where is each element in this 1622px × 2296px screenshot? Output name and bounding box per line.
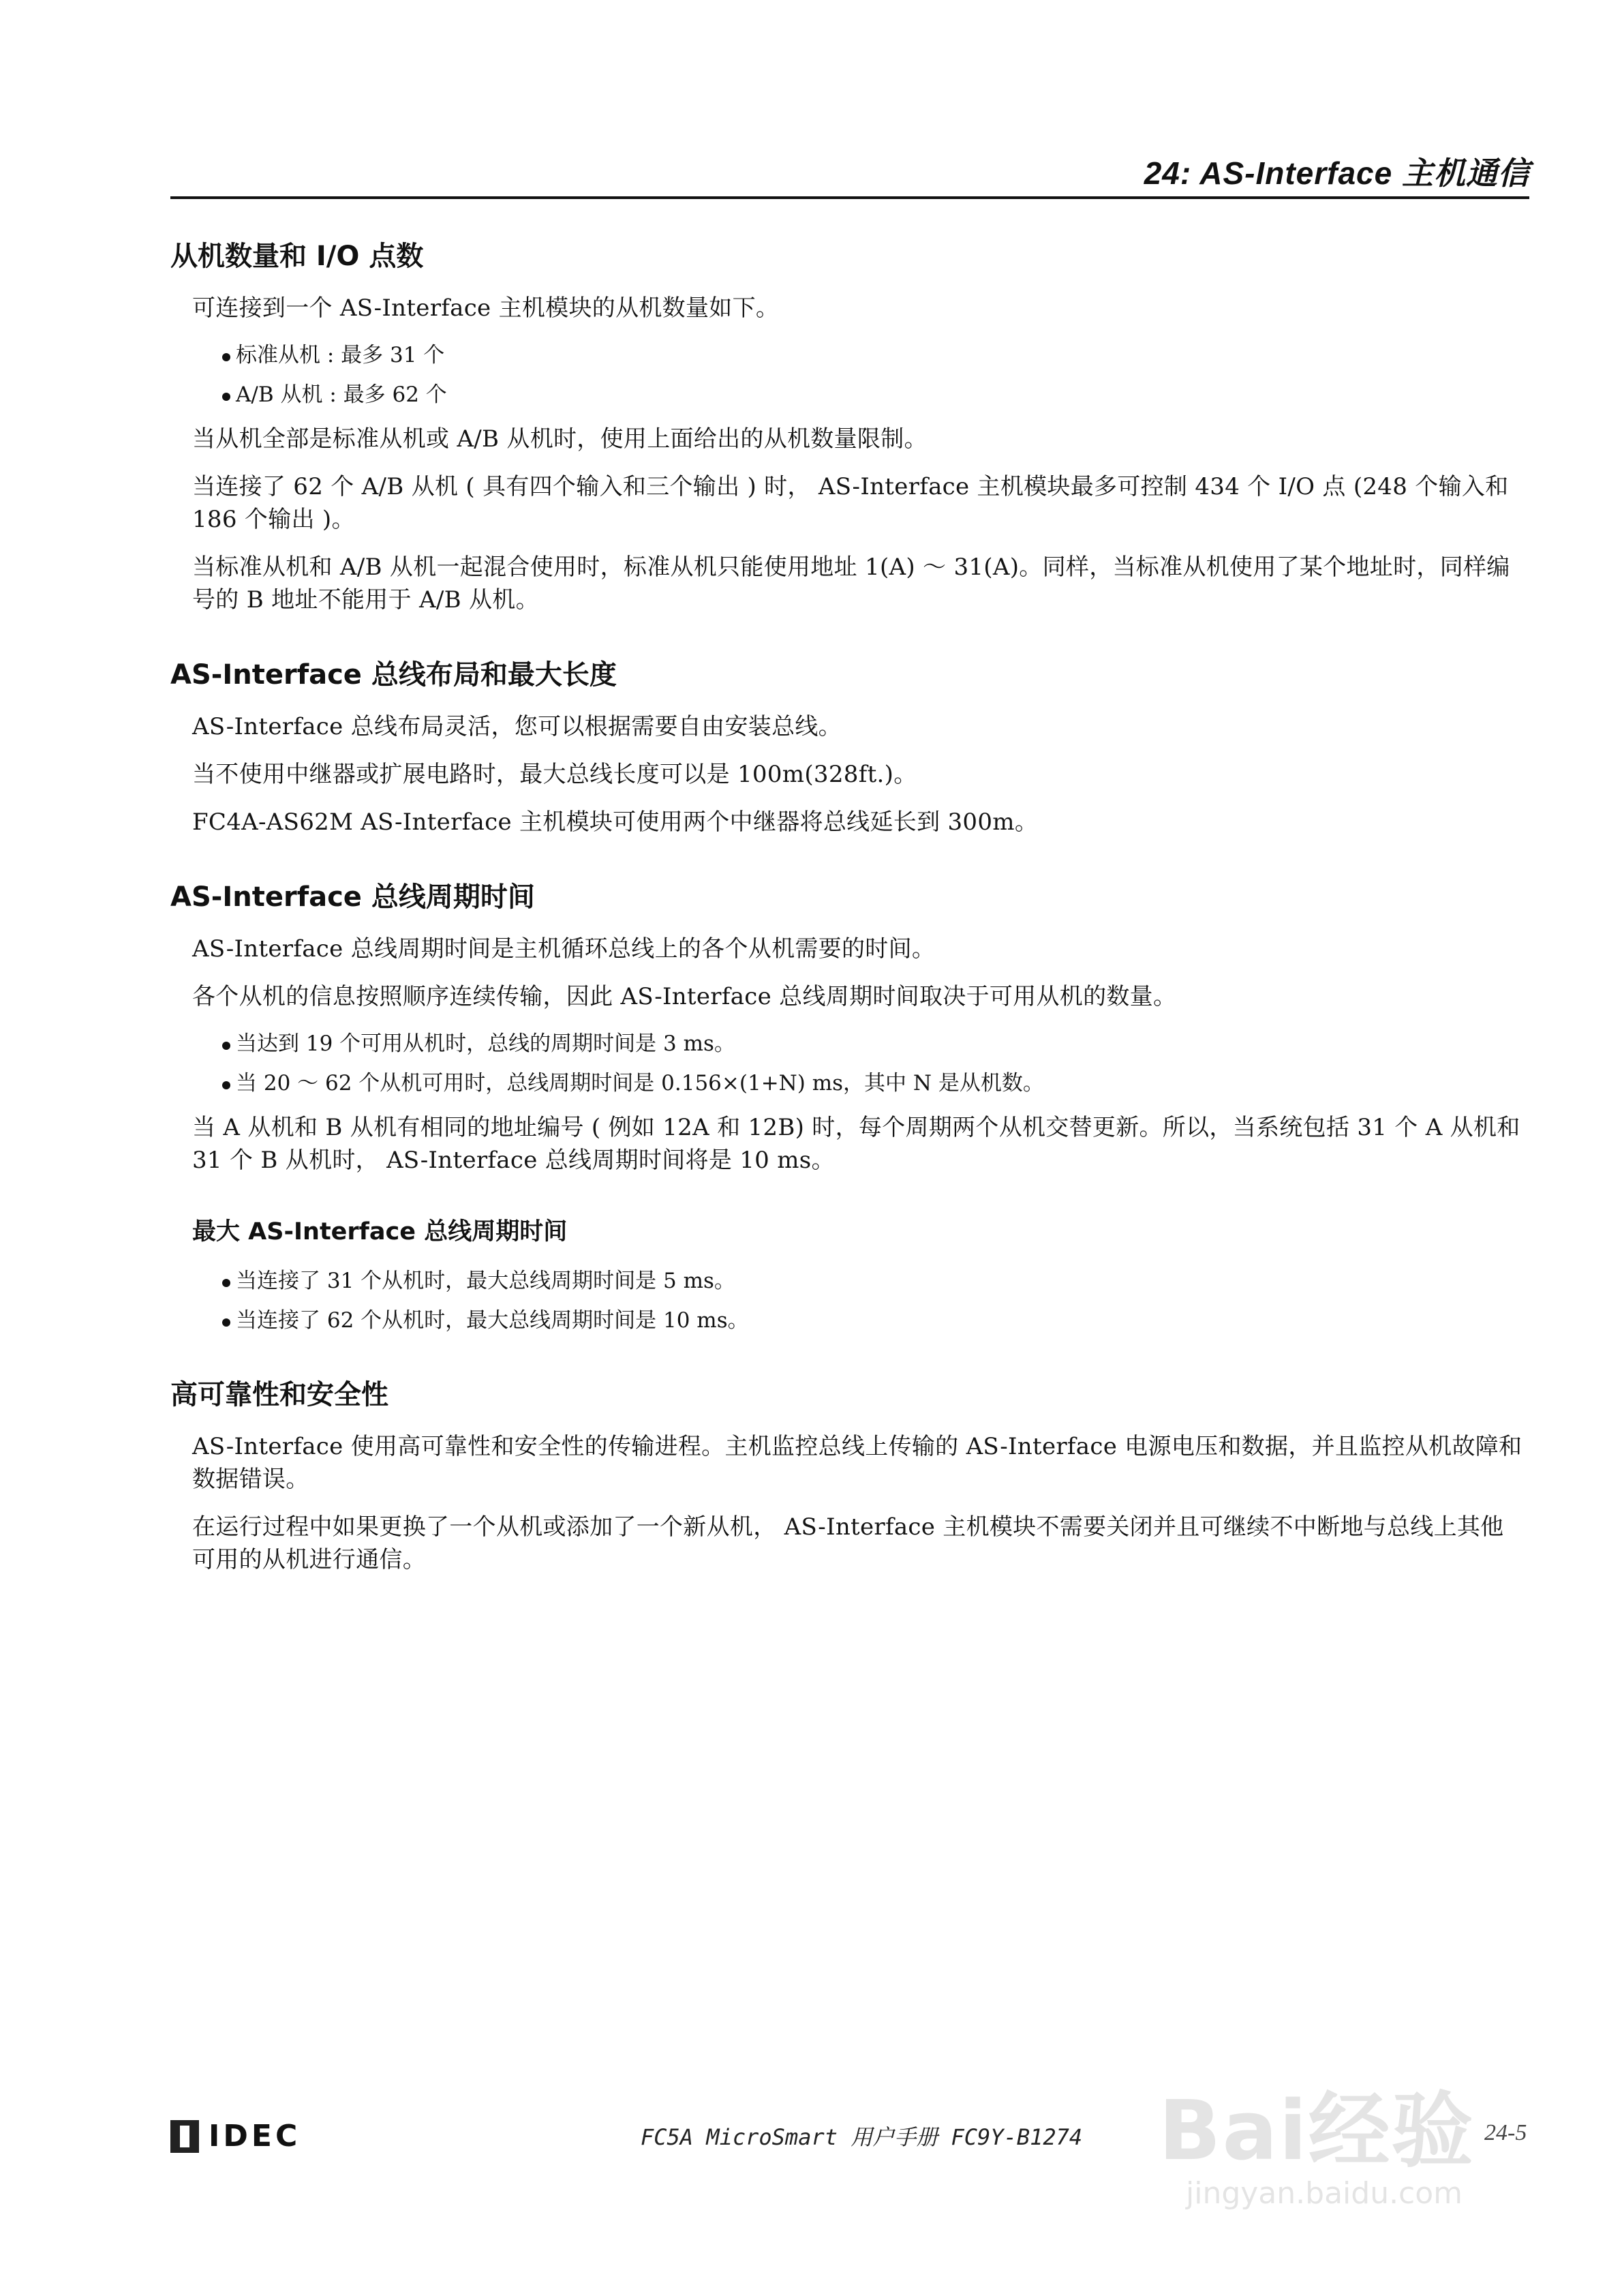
header-rule [170, 196, 1529, 199]
paragraph: AS-Interface 总线周期时间是主机循环总线上的各个从机需要的时间。 [192, 935, 936, 963]
idec-logo [170, 2119, 301, 2154]
idec-logo-icon [170, 2120, 199, 2153]
paragraph: 当 A 从机和 B 从机有相同的地址编号 ( 例如 12A 和 12B) 时，每个周期两个从机交替更新。所以，当系统包括 31 个 A 从机和 31 个 B 从机时， AS-Interface 总线周期时间将是 10 ms。 [192, 1114, 1520, 1174]
section-heading: AS-Interface 总线布局和最大长度 [170, 659, 617, 691]
page-number: 24-5 [1484, 2120, 1527, 2145]
bullet-item: A/B 从机 : 最多 62 个 [225, 379, 1527, 410]
bullet-item: 当达到 19 个可用从机时，总线的周期时间是 3 ms。 [225, 1028, 1527, 1059]
chapter-title: 24: AS-Interface 主机通信 [1144, 155, 1530, 191]
section-heading: AS-Interface 总线周期时间 [170, 881, 535, 913]
paragraph: 各个从机的信息按照顺序连续传输，因此 AS-Interface 总线周期时间取决于可用从机的数量。 [192, 983, 1177, 1010]
paragraph: AS-Interface 使用高可靠性和安全性的传输进程。主机监控总线上传输的 AS-Interface 电源电压和数据，并且监控从机故障和数据错误。 [192, 1433, 1522, 1493]
page-footer [0, 2106, 1622, 2161]
manual-title: FC5A MicroSmart 用户手册 FC9Y-B1274 [641, 2124, 1083, 2150]
bullet-item: 标准从机 : 最多 31 个 [225, 339, 1527, 371]
section-slave-count [170, 239, 1527, 616]
watermark-url: jingyan.baidu.com [1186, 2176, 1463, 2211]
section-bus-cycle-time [170, 879, 1527, 1336]
section-heading: 高可靠性和安全性 [170, 1379, 388, 1410]
paragraph: 当从机全部是标准从机或 A/B 从机时，使用上面给出的从机数量限制。 [192, 425, 928, 453]
paragraph: 在运行过程中如果更换了一个从机或添加了一个新从机， AS-Interface 主机模块不需要关闭并且可继续不中断地与总线上其他可用的从机进行通信。 [192, 1513, 1504, 1573]
document-body [170, 239, 1527, 1617]
bullet-list [170, 1028, 1527, 1099]
sub-heading: 最大 AS-Interface 总线周期时间 [192, 1218, 568, 1245]
paragraph: AS-Interface 总线布局灵活，您可以根据需要自由安装总线。 [192, 713, 842, 740]
bullet-item: 当 20 ～ 62 个从机可用时，总线周期时间是 0.156×(1+N) ms，其中 N 是从机数。 [225, 1068, 1527, 1099]
paragraph: 当标准从机和 A/B 从机一起混合使用时，标准从机只能使用地址 1(A) ～ 31(A)。同样，当标准从机使用了某个地址时，同样编号的 B 地址不能用于 A/B 从机。 [192, 554, 1510, 614]
paragraph: 当不使用中继器或扩展电路时，最大总线长度可以是 100m(328ft.)。 [192, 761, 917, 788]
section-reliability [170, 1377, 1527, 1576]
bullet-item: 当连接了 62 个从机时，最大总线周期时间是 10 ms。 [225, 1305, 1527, 1336]
paragraph: 当连接了 62 个 A/B 从机 ( 具有四个输入和三个输出 ) 时， AS-Interface 主机模块最多可控制 434 个 I/O 点 (248 个输入和 186 个输出 )。 [192, 473, 1509, 533]
watermark-brand: Bai经验 [1159, 2084, 1475, 2179]
bullet-list [170, 1265, 1527, 1336]
bullet-list [170, 339, 1527, 410]
section-bus-layout [170, 657, 1527, 839]
bullet-item: 当连接了 31 个从机时，最大总线周期时间是 5 ms。 [225, 1265, 1527, 1297]
section-heading: 从机数量和 I/O 点数 [170, 241, 424, 272]
paragraph: 可连接到一个 AS-Interface 主机模块的从机数量如下。 [192, 294, 780, 322]
paragraph: FC4A-AS62M AS-Interface 主机模块可使用两个中继器将总线延长到 300m。 [192, 809, 1039, 836]
logo-text: IDEC [209, 2119, 301, 2154]
